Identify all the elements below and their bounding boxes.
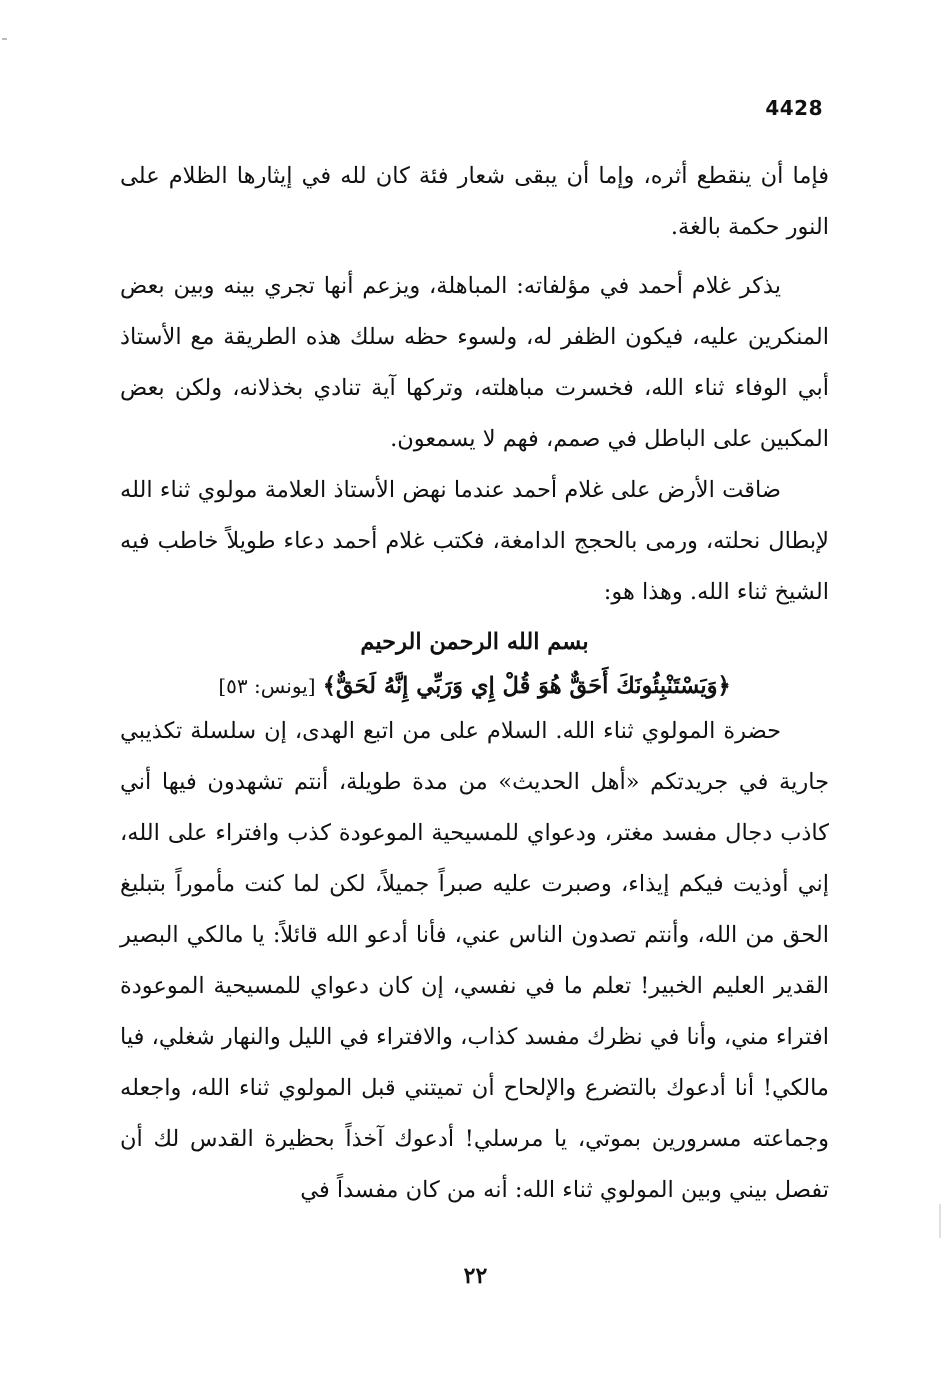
paragraph-sanaullah: ضاقت الأرض على غلام أحمد عندما نهض الأستاذ العلامة مولوي ثناء الله لإبطال نحلته، ورمى بالحجج الدامغة، فكتب غلام أحمد دعاء طويلاً خاطب فيه الشيخ ثناء الله. وهذا هو: [120, 477, 829, 605]
basmala-heading: بسم الله الرحمن الرحيم [360, 629, 589, 655]
paragraph-letter: حضرة المولوي ثناء الله. السلام على من اتبع الهدى، إن سلسلة تكذيبي جارية في جريدتكم «أهل الحديث» من مدة طويلة، أنتم تشهدون فيها أني كاذب دجال مفسد مغتر، ودعواي للمسيحية الموعودة كذب وافتراء على الله، إني أوذيت فيكم إيذاء، وصبرت عليه صبراً جميلاً، لكن لما كنت مأموراً بتبليغ الحق من الله، وأنتم تصدون الناس عني، فأنا أدعو الله قائلاً: يا مالكي البصير القدير العليم الخبير! تعلم ما في نفسي، إن كان دعواي للمسيحية الموعودة افتراء مني، وأنا في نظرك مفسد كذاب، والافتراء في الليل والنهار شغلي، فيا مالكي! أنا أدعوك بالتضرع والإلحاح أن تميتني قبل المولوي ثناء الله، واجعله وجماعته مسرورين بموتي، يا مرسلي! أدعوك آخذاً بحظيرة القدس لك أن تفصل بيني وبين المولوي ثناء الله: أنه من كان مفسداً في [120, 718, 829, 1203]
paragraph-continuation: فإما أن ينقطع أثره، وإما أن يبقى شعار فئة كان لله في إيثارها الظلام على النور حكمة بالغة. [120, 163, 829, 240]
page-number: ٢٢ [463, 1263, 488, 1289]
verse-reference: [يونس: ٥٣] [218, 674, 316, 698]
page-id: 4428 [765, 96, 823, 120]
paragraph-mubahala: يذكر غلام أحمد في مؤلفاته: المباهلة، ويزعم أنها تجري بينه وبين بعض المنكرين عليه، فيكون الظفر له، ولسوء حظه سلك هذه الطريقة مع الأستاذ أبي الوفاء ثناء الله، فخسرت مباهلته، وتركها آية تنادي بخذلانه، ولكن بعض المكبين على الباطل في صمم، فهم لا يسمعون. [120, 273, 829, 452]
scan-edge-mark [939, 1204, 941, 1238]
scan-margin-mark [2, 38, 7, 40]
quran-verse-line [120, 666, 829, 706]
body-text [120, 151, 829, 1216]
quran-verse: ﴿وَيَسْتَنْبِئُونَكَ أَحَقٌّ هُوَ قُلْ إِي وَرَبِّي إِنَّهُ لَحَقٌّ﴾ [322, 673, 731, 699]
